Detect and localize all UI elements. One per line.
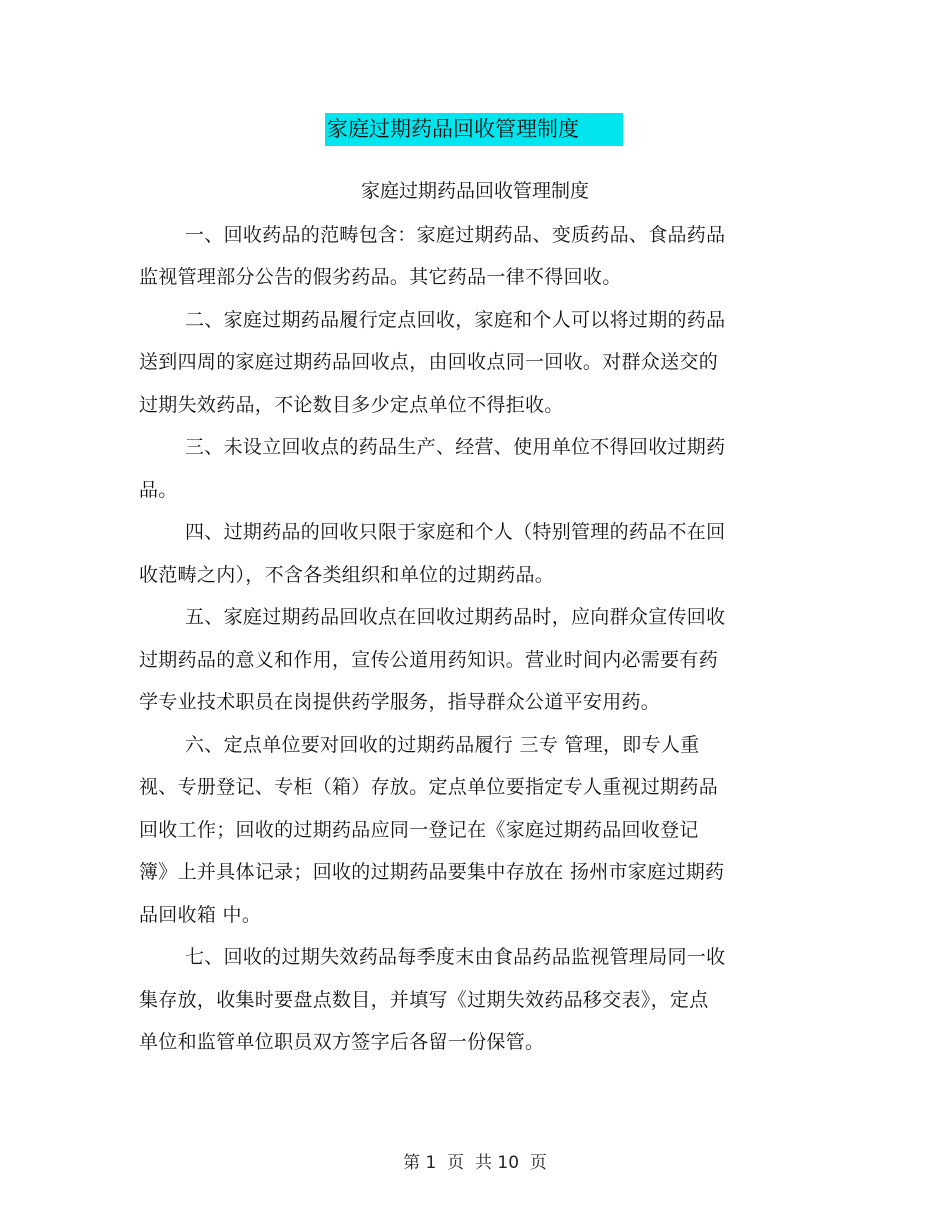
paragraph-line: 簿》上并具体记录；回收的过期药品要集中存放在 扬州市家庭过期药 — [139, 861, 725, 883]
paragraph-line: 过期失效药品，不论数目多少定点单位不得拒收。 — [139, 394, 564, 416]
paragraph-line: 五、家庭过期药品回收点在回收过期药品时，应向群众宣传回收 — [185, 606, 726, 628]
paragraph-line: 六、定点单位要对回收的过期药品履行 三专 管理，即专人重 — [185, 734, 700, 756]
paragraph-line: 收范畴之内），不含各类组织和单位的过期药品。 — [139, 564, 555, 586]
paragraph-line: 品回收箱 中。 — [139, 904, 262, 926]
paragraph-line: 七、回收的过期失效药品每季度末由食品药品监视管理局同一收 — [185, 946, 726, 968]
highlighted-title: 家庭过期药品回收管理制度 — [327, 117, 579, 141]
paragraph-line: 学专业技术职员在岗提供药学服务，指导群众公道平安用药。 — [139, 691, 661, 713]
paragraph-line: 二、家庭过期药品履行定点回收，家庭和个人可以将过期的药品 — [185, 309, 726, 331]
paragraph-line: 视、专册登记、专柜（箱）存放。定点单位要指定专人重视过期药品 — [139, 776, 719, 798]
paragraph-line: 三、未设立回收点的药品生产、经营、使用单位不得回收过期药 — [185, 436, 726, 458]
paragraph-line: 品。 — [139, 479, 178, 501]
paragraph-line: 一、回收药品的范畴包含：家庭过期药品、变质药品、食品药品 — [185, 224, 726, 246]
paragraph-line: 单位和监管单位职员双方签字后各留一份保管。 — [139, 1031, 545, 1053]
paragraph-line: 集存放，收集时要盘点数目，并填写《过期失效药品移交表》，定点 — [139, 989, 709, 1011]
paragraph-line: 监视管理部分公告的假劣药品。其它药品一律不得回收。 — [139, 266, 622, 288]
paragraph-line: 送到四周的家庭过期药品回收点，由回收点同一回收。对群众送交的 — [139, 351, 719, 373]
paragraph-line: 四、过期药品的回收只限于家庭和个人（特别管理的药品不在回 — [185, 521, 726, 543]
document-subtitle: 家庭过期药品回收管理制度 — [360, 180, 589, 202]
page-footer: 第 1 页 共 10 页 — [403, 1153, 547, 1173]
paragraph-line: 过期药品的意义和作用，宣传公道用药知识。营业时间内必需要有药 — [139, 649, 719, 671]
paragraph-line: 回收工作；回收的过期药品应同一登记在《家庭过期药品回收登记 — [139, 819, 699, 841]
